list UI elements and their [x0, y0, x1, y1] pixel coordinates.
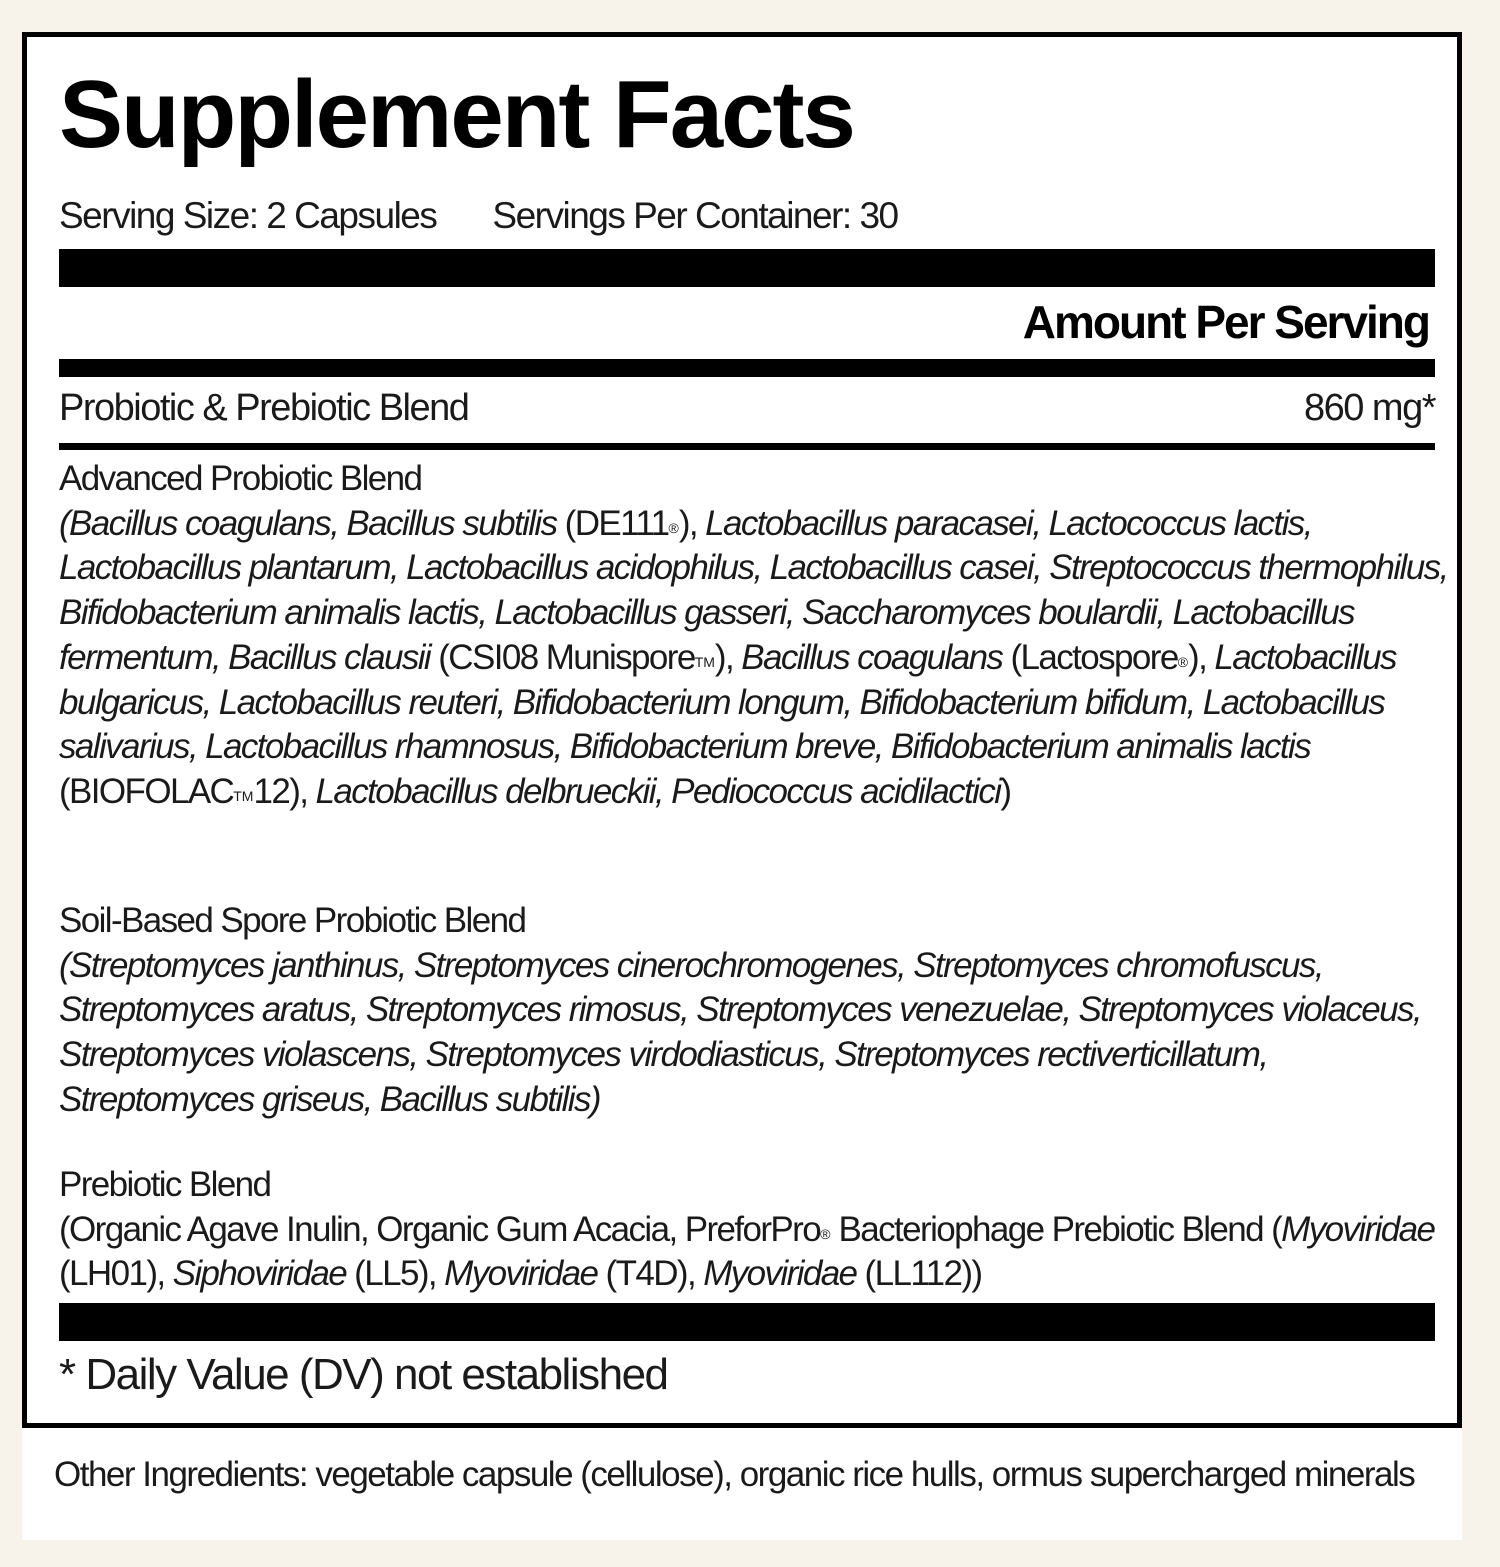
- ingredient-text: Lactobacillus delbrueckii, Pediococcus acidilactici: [315, 771, 1001, 811]
- ingredient-text: Siphoviridae: [172, 1254, 347, 1294]
- ingredient-text: (LL5),: [346, 1254, 445, 1294]
- advanced-blend-ingredients: [59, 502, 1459, 815]
- other-ingredients: Other Ingredients: vegetable capsule (cellulose), organic rice hulls, ormus supercharged minerals: [54, 1455, 1415, 1494]
- main-blend-row: [59, 389, 1435, 427]
- ingredient-text: Lactobacillus bulgaricus, Lactobacillus reuteri, Bifidobacterium longum, Bifidobacterium bifidum, Lactobacillus salivarius, Lactobacillus rhamnosus, Bifidobacterium breve, Bifidobacterium animalis lactis: [59, 637, 1396, 767]
- label-sheet: [22, 32, 1462, 1540]
- soil-blend-heading: Soil-Based Spore Probiotic Blend: [59, 901, 526, 940]
- ingredient-text: (DE111: [564, 503, 669, 543]
- ingredient-text: ),: [678, 503, 706, 543]
- thin-divider: [59, 443, 1435, 450]
- ingredient-text: 12),: [253, 771, 316, 811]
- trademark-mark: TM: [233, 787, 254, 804]
- trademark-mark: TM: [694, 653, 715, 670]
- ingredient-text: ): [1000, 771, 1011, 811]
- ingredient-text: (LH01),: [59, 1254, 173, 1294]
- advanced-probiotic-blend: [59, 457, 1459, 815]
- ingredient-text: Myoviridae: [703, 1254, 857, 1294]
- ingredient-text: Bacteriophage Prebiotic Blend (: [830, 1209, 1282, 1249]
- ingredient-text: ),: [714, 637, 742, 677]
- ingredient-text: (Organic Agave Inulin, Organic Gum Acacia, PreforPro: [59, 1209, 821, 1249]
- thick-divider-bottom: [59, 1303, 1435, 1341]
- ingredient-text: (BIOFOLAC: [59, 771, 234, 811]
- ingredient-text: (T4D),: [597, 1254, 704, 1294]
- soil-blend-ingredients: (Streptomyces janthinus, Streptomyces cinerochromogenes, Streptomyces chromofuscus, Streptomyces aratus, Streptomyces rimosus, Streptomyces venezuelae, Streptomyces violaceus, Streptomyces violascens, Streptomyces virdodiasticus, Streptomyces rectiverticillatum, Streptomyces griseus, Bacillus subtilis): [59, 945, 1421, 1119]
- advanced-blend-heading: Advanced Probiotic Blend: [59, 459, 422, 498]
- soil-based-probiotic-blend: [59, 899, 1459, 1123]
- medium-divider: [59, 359, 1435, 377]
- thick-divider-top: [59, 249, 1435, 287]
- prebiotic-blend-heading: Prebiotic Blend: [59, 1165, 271, 1204]
- ingredient-text: Bacillus coagulans: [741, 637, 1011, 677]
- serving-size: Serving Size: 2 Capsules: [59, 195, 437, 236]
- ingredient-text: (Lactospore: [1010, 637, 1178, 677]
- ingredient-text: Myoviridae: [1281, 1209, 1435, 1249]
- main-blend-name: Probiotic & Prebiotic Blend: [59, 387, 469, 429]
- amount-per-serving-header: Amount Per Serving: [1022, 296, 1429, 348]
- panel-title: Supplement Facts: [59, 61, 854, 168]
- prebiotic-blend-ingredients: [59, 1208, 1459, 1297]
- supplement-facts-panel: [22, 32, 1462, 1428]
- prebiotic-blend: [59, 1163, 1459, 1297]
- ingredient-text: Lactobacillus paracasei, Lactococcus lactis, Lactobacillus plantarum, Lactobacillus acidophilus, Lactobacillus casei, Streptococcus thermophilus, Bifidobacterium animalis lactis, Lactobacillus gasseri, Saccharomyces boulardii, Lactobacillus fermentum, Bacillus clausii: [59, 503, 1448, 677]
- registered-mark: ®: [1177, 653, 1189, 670]
- registered-mark: ®: [820, 1225, 831, 1242]
- servings-per-container: Servings Per Container: 30: [492, 195, 898, 236]
- ingredient-text: Myoviridae: [444, 1254, 598, 1294]
- registered-mark: ®: [668, 519, 679, 536]
- main-blend-amount: 860 mg*: [1303, 387, 1435, 429]
- ingredient-text: (LL112)): [856, 1254, 982, 1294]
- ingredient-text: ),: [1188, 637, 1215, 677]
- ingredient-text: (CSI08 Munispore: [438, 637, 695, 677]
- daily-value-footnote: * Daily Value (DV) not established: [59, 1350, 668, 1399]
- serving-info: [59, 197, 898, 234]
- ingredient-text: (Bacillus coagulans, Bacillus subtilis: [59, 503, 565, 543]
